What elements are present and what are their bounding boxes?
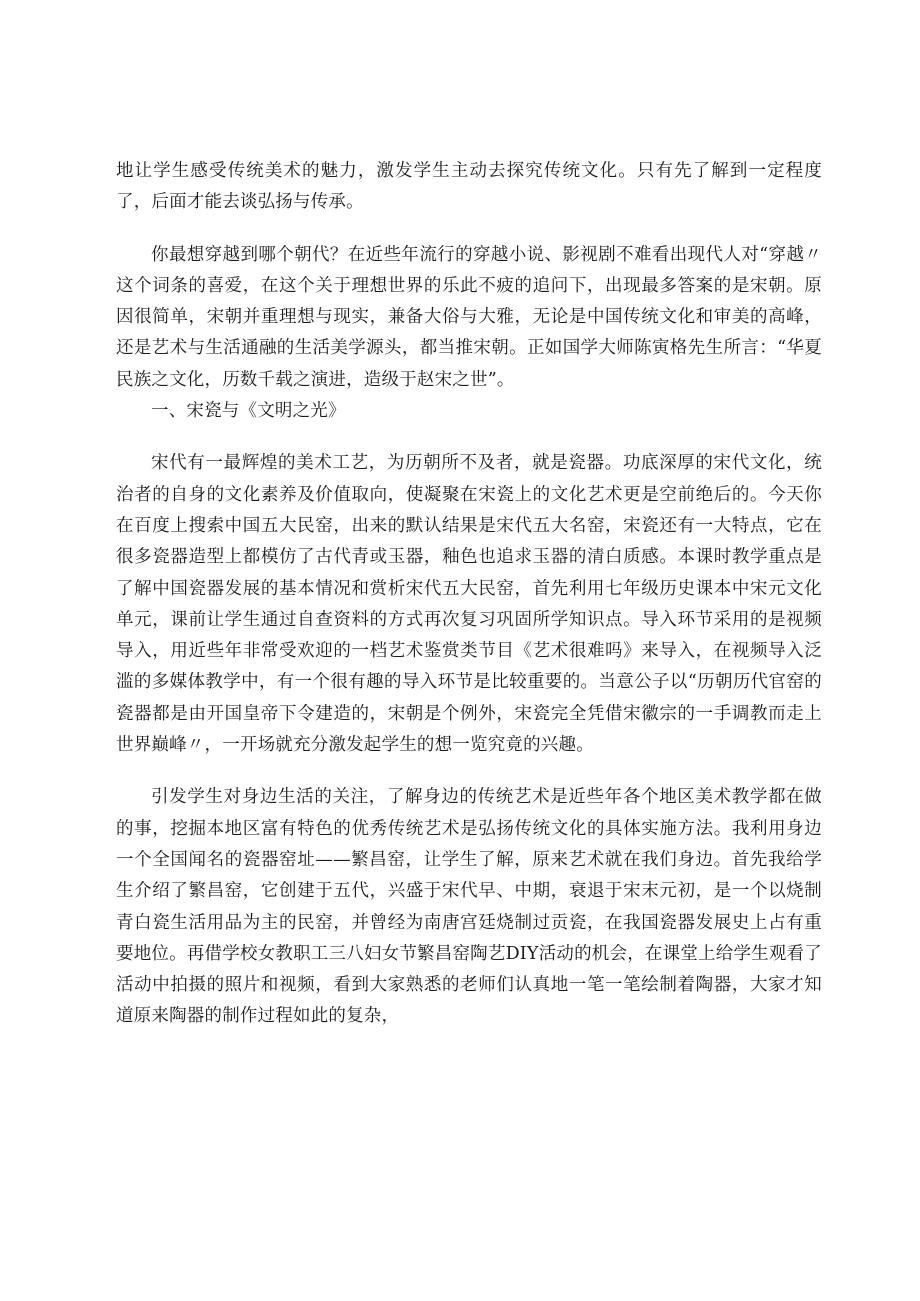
paragraph-song-porcelain: 宋代有一最辉煌的美术工艺，为历朝所不及者，就是瓷器。功底深厚的宋代文化，统治者的自身的文化素养及价值取向，使凝聚在宋瓷上的文化艺术更是空前绝后的。今天你在百度上搜索中国五大民窑，出来的默认结果是宋代五大名窑，宋瓷还有一大特点，它在很多瓷器造型上都模仿了古代青或玉器，釉色也追求玉器的清白质感。本课时教学重点是了解中国瓷器发展的基本情况和赏析宋代五大民窑，首先利用七年级历史课本中宋元文化单元，课前让学生通过自查资料的方式再次复习巩固所学知识点。导入环节采用的是视频导入，用近些年非常受欢迎的一档艺术鉴赏类节目《艺术很难吗》来导入，在视频导入泛滥的多媒体教学中，有一个很有趣的导入环节是比较重要的。当意公子以“历朝历代官窑的瓷器都是由开国皇帝下令建造的，宋朝是个例外，宋瓷完全凭借宋徽宗的一手调教而走上世界巅峰〃，一开场就充分激发起学生的想一览究竟的兴趣。	[116, 453, 822, 756]
section-heading: 一、宋瓷与《文明之光》	[151, 401, 346, 422]
document-body	[116, 156, 822, 1033]
paragraph-local-art: 引发学生对身边生活的关注，了解身边的传统艺术是近些年各个地区美术教学都在做的事，挖掘本地区富有特色的优秀传统艺术是弘扬传统文化的具体实施方法。我利用身边一个全国闻名的瓷器窑址——繁昌窑，让学生了解，原来艺术就在我们身边。首先我给学生介绍了繁昌窑，它创建于五代，兴盛于宋代早、中期，衰退于宋末元初，是一个以烧制青白瓷生活用品为主的民窑，并曾经为南唐宫廷烧制过贡瓷，在我国瓷器发展史上占有重要地位。再借学校女教职工三八妇女节繁昌窑陶艺DIY活动的机会，在课堂上给学生观看了活动中拍摄的照片和视频，看到大家熟悉的老师们认真地一笔一笔绘制着陶器，大家才知道原来陶器的制作过程如此的复杂，	[116, 787, 822, 1027]
paragraph-time-travel: 你最想穿越到哪个朝代？在近些年流行的穿越小说、影视剧不难看出现代人对“穿越〃这个词条的喜爱，在这个关于理想世界的乐此不疲的追问下，出现最多答案的是宋朝。原因很简单，宋朝并重理想与现实，兼备大俗与大雅，无论是中国传统文化和审美的高峰，还是艺术与生活通融的生活美学源头，都当推宋朝。正如国学大师陈寅格先生所言：“华夏民族之文化，历数千载之演进，造级于赵宋之世”。	[116, 244, 822, 390]
paragraph-continuation: 地让学生感受传统美术的魅力，激发学生主动去探究传统文化。只有先了解到一定程度了，后面才能去谈弘扬与传承。	[116, 161, 822, 213]
